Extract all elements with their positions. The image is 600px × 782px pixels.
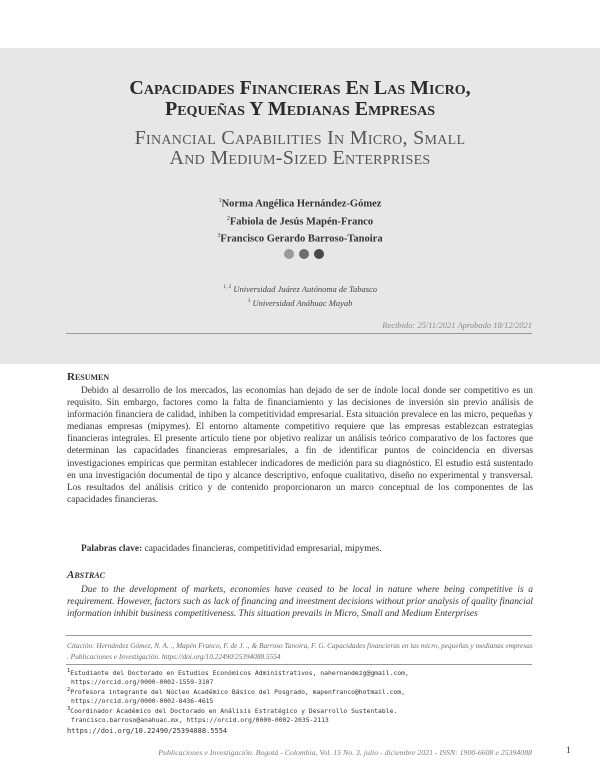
resumen-text: Debido al desarrollo de los mercados, las economías han dejado de ser de índole local donde ser competitivo es un requisito. Sin embargo, factores como la falta de financiamiento y las decisiones de inversión sin previo análisis de información financiera de calidad, inhiben la competitividad empresarial. Esta situación prevalece en las micro, pequeñas y medianas empresas (mipymes). El entorno altamente competitivo requiere que las empresas establezcan estrategias financieras integrales. El presente artículo tiene por objetivo realizar un análisis teórico comparativo de los factores que determinan las capacidades financieras empresariales, a fin de identificar puntos de coincidencia en diversas investigaciones empíricas que permitan establecer indicadores de medición para su diagnóstico. El estudio está sustentado en una investigación documental de tipo y alcance descriptivo, enfoque cualitativo, diseño no experimental y transversal. Los resultados del análisis crítico y de contenido proporcionaron un marco conceptual de los componentes de las capacidades financieras. bbox=[67, 386, 533, 505]
decorative-dots bbox=[284, 249, 330, 259]
affiliation: $^3$ Universidad Anáhuac Mayab bbox=[247, 297, 353, 308]
title-english bbox=[0, 128, 600, 168]
divider bbox=[66, 664, 532, 665]
footnote: $^2$Profesora integrante del Núcleo Académico Básico del Posgrado, mapenfranco@hotmail.com, https://orcid.org/0000-0002-8436-4615 bbox=[67, 687, 405, 706]
title-spanish-line: Pequeñas Y Medianas Empresas bbox=[165, 98, 435, 120]
title-english-line: Financial Capabilities In Micro, Small bbox=[134, 127, 466, 149]
abstract-text: Due to the development of markets, economies have ceased to be local in nature where being competitive is a requirement. However, factors such as lack of financing and investment decisions without prior analysis of quality financial information inhibit business competitiveness. This situation prevails in Micro, Small and Medium Enterprises bbox=[67, 585, 533, 620]
affiliation: $^{1, 2}$ Universidad Juárez Autónoma de Tabasco bbox=[222, 283, 378, 294]
affiliations bbox=[0, 281, 600, 309]
received-dates: Recibido: 25/11/2021 Aprobado 18/12/2021 bbox=[382, 320, 532, 330]
keywords: Palabras clave: capacidades financieras, competitividad empresarial, mipymes. bbox=[81, 544, 382, 554]
author: $^2$Fabiola de Jesús Mapén-Franco bbox=[226, 215, 374, 227]
title-spanish-line: Capacidades Financieras En Las Micro, bbox=[129, 77, 471, 99]
dot-icon bbox=[284, 249, 294, 259]
citation: Citación: Hernández Gómez, N. A. ., Mapén Franco, F. de J. ., & Barroso Tanoira, F. G. Capacidades financieras en las micro, pequeñas y medianas empresas . Publicaciones e Investigación. https://doi.org/10.22490/25394088.5554 bbox=[67, 641, 533, 661]
author: $^3$Francisco Gerardo Barroso-Tanoira bbox=[217, 233, 383, 245]
journal-footer: Publicaciones e Investigación. Bogotá - Colombia, Vol. 15 No. 3, julio - diciembre 2021 - ISSN: 1900-6608 e 25394088 bbox=[158, 748, 532, 757]
page-number: 1 bbox=[566, 746, 571, 756]
dot-icon bbox=[299, 249, 309, 259]
resumen-heading: Resumen bbox=[67, 371, 110, 383]
footnote: $^1$Estudiante del Doctorado en Estudios Económicos Administrativos, nahernandezg@gmail.com, https://orcid.org/0000-0002-1559-3107 bbox=[67, 668, 409, 687]
divider bbox=[66, 635, 532, 636]
title-spanish bbox=[0, 78, 600, 120]
abstract-heading: Abstrac bbox=[67, 569, 106, 581]
dot-icon bbox=[314, 249, 324, 259]
author: $^1$Norma Angélica Hernández-Gómez bbox=[218, 198, 382, 210]
title-english-line: And Medium-Sized Enterprises bbox=[169, 147, 431, 169]
author-list bbox=[0, 194, 600, 247]
divider bbox=[66, 333, 532, 334]
doi-link[interactable]: https://doi.org/10.22490/25394088.5554 bbox=[67, 727, 228, 735]
footnote: $^3$Coordinador Académico del Doctorado en Análisis Estratégico y Desarrollo Sustentable. francisco.barroso@anahuac.mx, https://orcid.org/0000-0002-2035-2113 bbox=[67, 706, 398, 725]
